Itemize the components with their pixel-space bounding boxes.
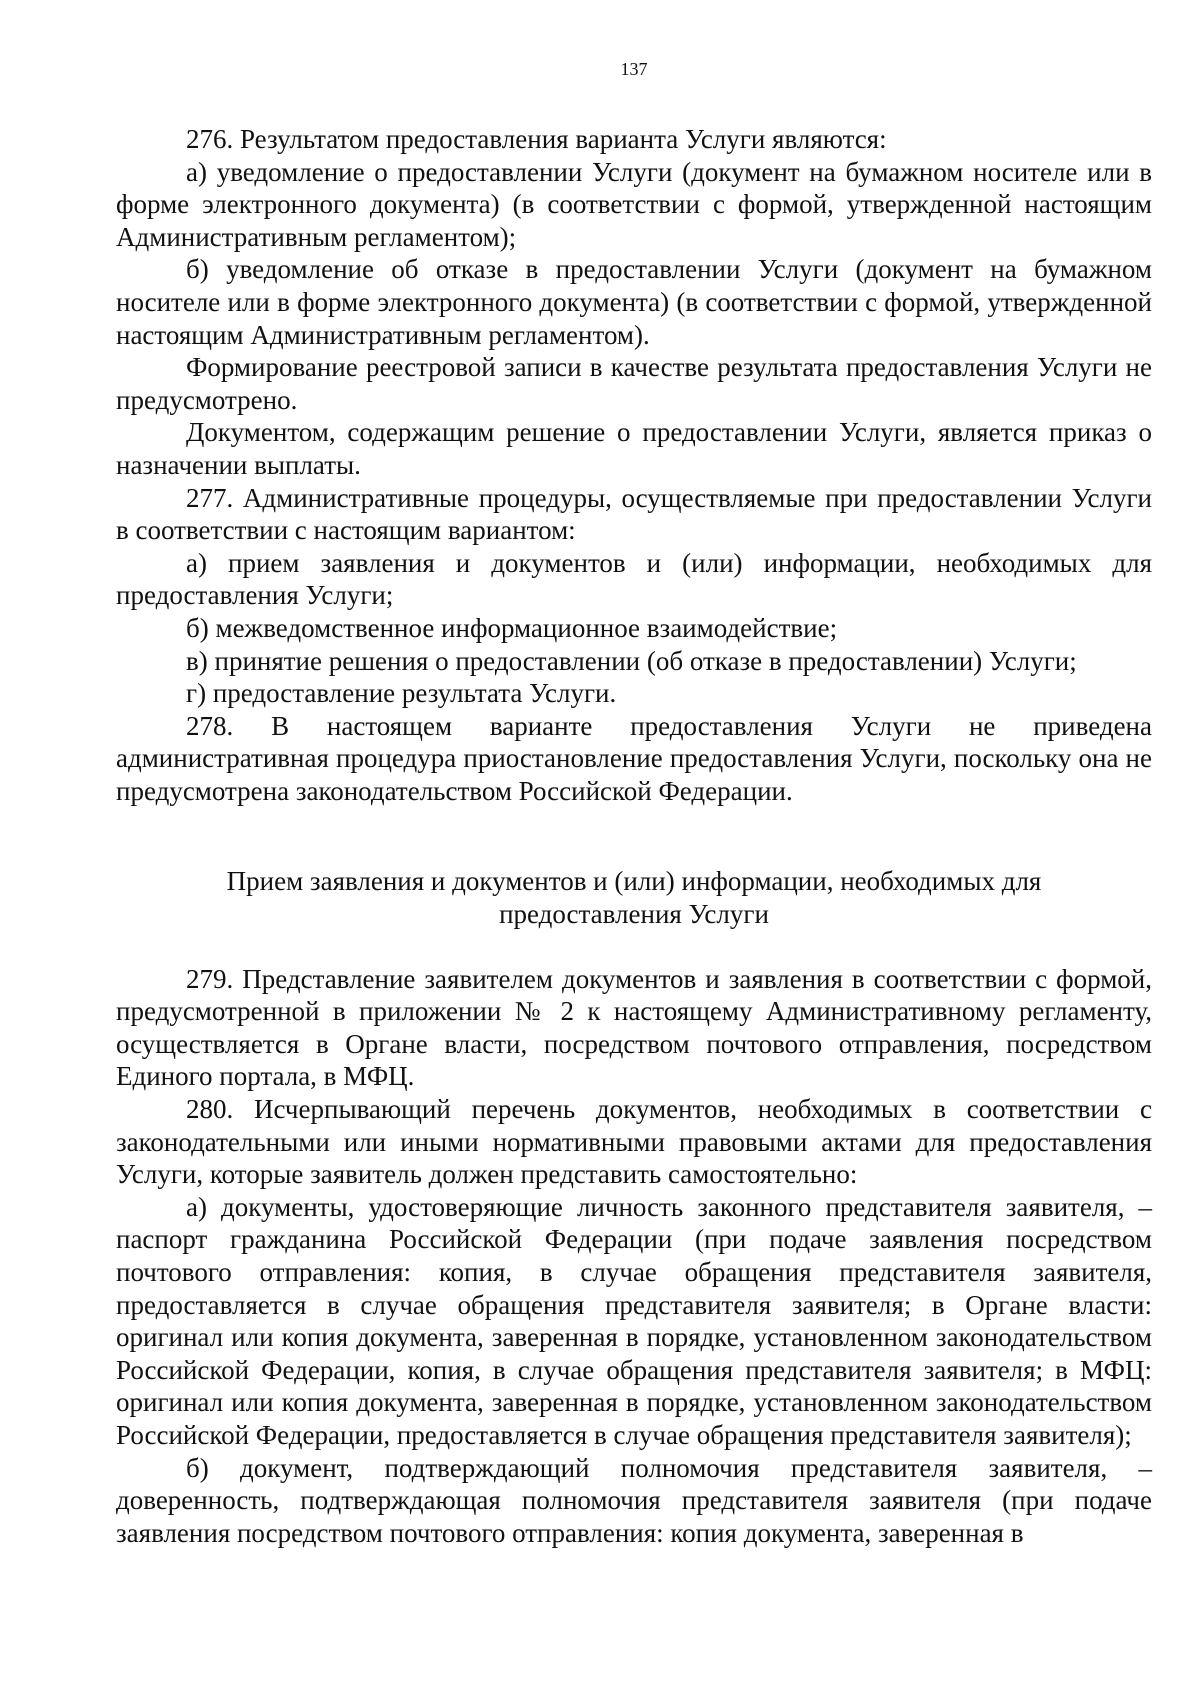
paragraph-277-c: в) принятие решения о предоставлении (об отказе в предоставлении) Услуги; (186, 645, 1077, 676)
document-page (116, 58, 1152, 1549)
paragraph-276: 276. Результатом предоставления варианта Услуги являются: (186, 124, 887, 154)
paragraph-277: 277. Административные процедуры, осуществляемые при предоставлении Услуги в соответствии с настоящим вариантом: (116, 482, 1152, 546)
paragraph-276-b: б) уведомление об отказе в предоставлении Услуги (документ на бумажном носителе или в форме электронного документа) (в соответствии с формой, утвержденной настоящим Административным регламентом). (116, 254, 1152, 350)
page-number: 137 (620, 59, 648, 79)
body-before-heading (116, 123, 1152, 807)
paragraph-280: 280. Исчерпывающий перечень документов, необходимых в соответствии с законодательными или иными нормативными правовыми актами для предоставления Услуги, которые заявитель должен представить самостоятельно: (116, 1094, 1152, 1190)
paragraph-280-b: б) документ, подтверждающий полномочия представителя заявителя, – доверенность, подтверждающая полномочия представителя заявителя (при подаче заявления посредством почтового отправления: копия документа, заверенная в (116, 1452, 1152, 1548)
paragraph-277-b: б) межведомственное информационное взаимодействие; (186, 612, 838, 643)
body-after-heading (116, 963, 1152, 1550)
paragraph-277-a: а) прием заявления и документов и (или) информации, необходимых для предоставления Услуги; (116, 547, 1152, 611)
section-heading: Прием заявления и документов и (или) информации, необходимых для предоставления Услуги (226, 866, 1042, 930)
paragraph-277-d: г) предоставление результата Услуги. (186, 678, 617, 709)
paragraph-decision-document: Документом, содержащим решение о предоставлении Услуги, является приказ о назначении выплаты. (116, 417, 1152, 480)
paragraph-280-a: а) документы, удостоверяющие личность законного представителя заявителя, – паспорт гражданина Российской Федерации (при подаче заявления посредством почтового отправления: копия, в случае обращения представителя заявителя, предоставляется в случае обращения представителя заявителя; в Органе власти: оригинал или копия документа, заверенная в порядке, установленном законодательством Российской Федерации, копия, в случае обращения представителя заявителя; в МФЦ: оригинал или копия документа, заверенная в порядке, установленном законодательством Российской Федерации, предоставляется в случае обращения представителя заявителя); (116, 1191, 1152, 1450)
paragraph-278: 278. В настоящем варианте предоставления Услуги не приведена административная процедура приостановление предоставления Услуги, поскольку она не предусмотрена законодательством Российской Федерации. (116, 710, 1152, 806)
paragraph-276-a: а) уведомление о предоставлении Услуги (документ на бумажном носителе или в форме электронного документа) (в соответствии с формой, утвержденной настоящим Административным регламентом); (116, 156, 1152, 252)
paragraph-279: 279. Представление заявителем документов и заявления в соответствии с формой, предусмотренной в приложении № 2 к настоящему Административному регламенту, осуществляется в Органе власти, посредством почтового отправления, посредством Единого портала, в МФЦ. (116, 963, 1152, 1092)
paragraph-registry-note: Формирование реестровой записи в качестве результата предоставления Услуги не предусмотрено. (116, 352, 1152, 415)
